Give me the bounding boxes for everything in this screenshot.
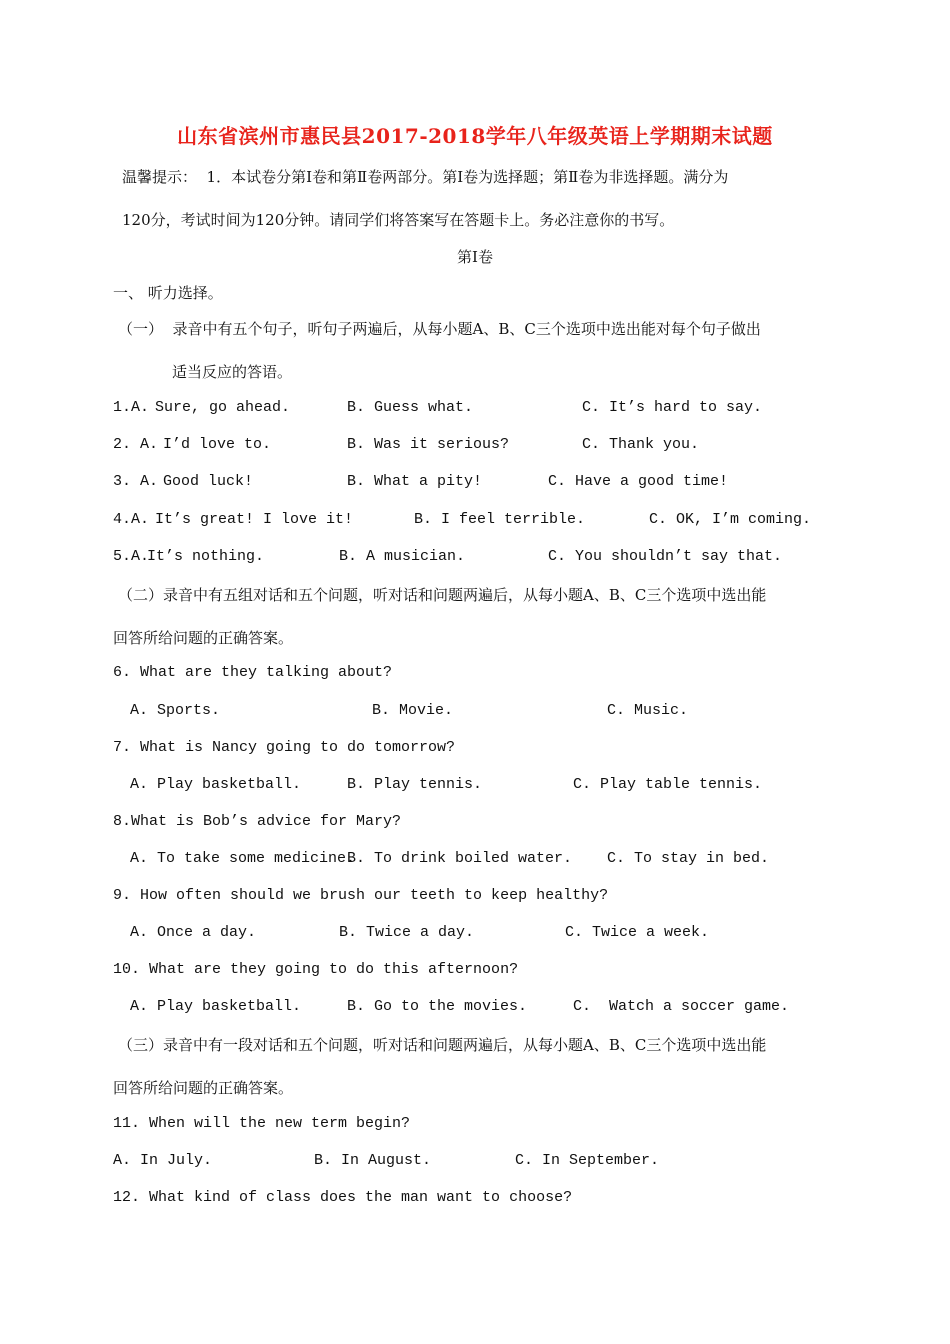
q8-option-c: C. To stay in bed. (607, 850, 770, 867)
q4-option-a: It’s great! I love it! (155, 511, 354, 528)
notice-line-1: 温馨提示： 1．本试卷分第Ⅰ卷和第Ⅱ卷两部分。第Ⅰ卷为选择题；第Ⅱ卷为非选择题。满分为 (122, 168, 729, 186)
q8-question: 8.What is Bob’s advice for Mary? (113, 813, 402, 830)
q7-option-a: A. Play basketball. (130, 776, 302, 793)
q2-option-c: C. Thank you. (582, 436, 700, 453)
subsection-3-line-2: 回答所给问题的正确答案。 (113, 1079, 294, 1097)
q4-number: 4.A. (113, 511, 150, 528)
q11-option-c: C. In September. (515, 1152, 660, 1169)
q9-question: 9. How often should we brush our teeth to keep healthy? (113, 887, 609, 904)
q5-option-c: C. You shouldn’t say that. (548, 548, 783, 565)
q3-number: 3. A. (113, 473, 159, 490)
exam-title: 山东省滨州市惠民县2017-2018学年八年级英语上学期期末试题 (177, 124, 773, 148)
q1-option-b: B. Guess what. (347, 399, 474, 416)
q4-option-b: B. I feel terrible. (414, 511, 586, 528)
subsection-1-line-2: 适当反应的答语。 (172, 363, 293, 381)
subsection-3-line-1: （三）录音中有一段对话和五个问题，听对话和问题两遍后，从每小题A、B、C三个选项中选出能 (118, 1036, 767, 1054)
q5-option-a: It’s nothing. (147, 548, 265, 565)
subsection-2-line-2: 回答所给问题的正确答案。 (113, 629, 294, 647)
q5-number: 5.A. (113, 548, 150, 565)
q5-option-b: B. A musician. (339, 548, 466, 565)
q1-number: 1.A. (113, 399, 150, 416)
q11-option-b: B. In August. (314, 1152, 432, 1169)
q6-question: 6. What are they talking about? (113, 664, 393, 681)
q6-option-a: A. Sports. (130, 702, 221, 719)
q7-option-c: C. Play table tennis. (573, 776, 763, 793)
part-1-heading: 第Ⅰ卷 (457, 248, 493, 266)
q8-option-b: B. To drink boiled water. (347, 850, 573, 867)
q2-option-b: B. Was it serious? (347, 436, 510, 453)
q3-option-c: C. Have a good time! (548, 473, 729, 490)
q6-option-b: B. Movie. (372, 702, 454, 719)
q9-option-b: B. Twice a day. (339, 924, 475, 941)
q4-option-c: C. OK, I’m coming. (649, 511, 812, 528)
q2-option-a: I’d love to. (163, 436, 272, 453)
q7-option-b: B. Play tennis. (347, 776, 483, 793)
section-1-heading: 一、 听力选择。 (113, 284, 223, 302)
subsection-1-line-1: （一） 录音中有五个句子，听句子两遍后，从每小题A、B、C三个选项中选出能对每个句子做出 (118, 320, 761, 338)
q7-question: 7. What is Nancy going to do tomorrow? (113, 739, 456, 756)
q12-question: 12. What kind of class does the man want to choose? (113, 1189, 573, 1206)
subsection-2-line-1: （二）录音中有五组对话和五个问题，听对话和问题两遍后，从每小题A、B、C三个选项中选出能 (118, 586, 767, 604)
q3-option-b: B. What a pity! (347, 473, 483, 490)
q8-option-a: A. To take some medicine. (130, 850, 356, 867)
notice-line-2: 120分，考试时间为120分钟。请同学们将答案写在答题卡上。务必注意你的书写。 (122, 211, 675, 229)
q10-question: 10. What are they going to do this afternoon? (113, 961, 519, 978)
q9-option-a: A. Once a day. (130, 924, 257, 941)
q1-option-c: C. It’s hard to say. (582, 399, 763, 416)
q6-option-c: C. Music. (607, 702, 689, 719)
q2-number: 2. A. (113, 436, 159, 453)
q11-question: 11. When will the new term begin? (113, 1115, 411, 1132)
q11-option-a: A. In July. (113, 1152, 213, 1169)
q10-option-a: A. Play basketball. (130, 998, 302, 1015)
q10-option-c: C. Watch a soccer game. (573, 998, 790, 1015)
q3-option-a: Good luck! (163, 473, 254, 490)
q9-option-c: C. Twice a week. (565, 924, 710, 941)
q10-option-b: B. Go to the movies. (347, 998, 528, 1015)
q1-option-a: Sure, go ahead. (155, 399, 291, 416)
